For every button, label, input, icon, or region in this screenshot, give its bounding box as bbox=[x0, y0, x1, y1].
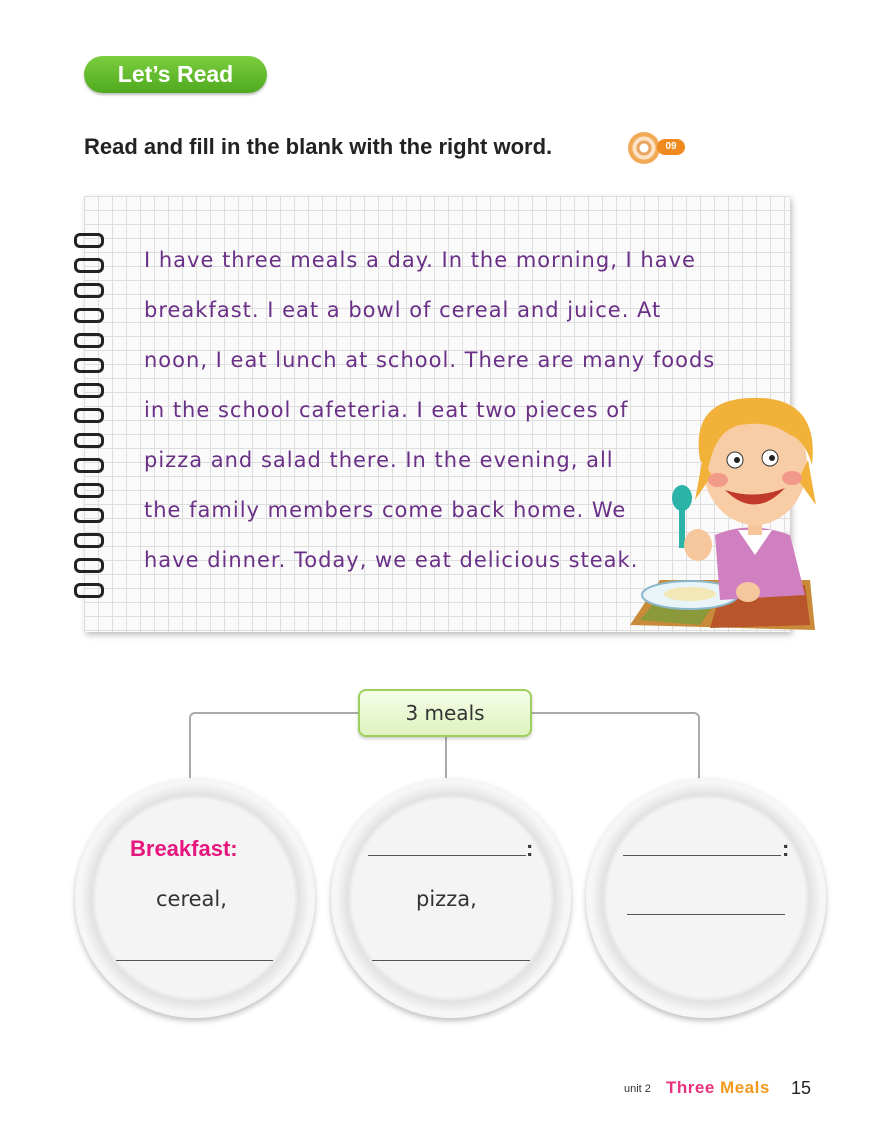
spiral-ring-icon bbox=[70, 231, 110, 245]
instruction-text: Read and fill in the blank with the right word. bbox=[84, 134, 553, 159]
track-number[interactable]: 09 bbox=[657, 139, 685, 155]
colon: : bbox=[526, 836, 534, 861]
plate-item: pizza, bbox=[416, 887, 477, 911]
passage-line: I have three meals a day. In the morning, I have bbox=[144, 248, 696, 272]
connector-right bbox=[528, 712, 700, 780]
answer-blank[interactable] bbox=[368, 855, 526, 856]
spiral-ring-icon bbox=[70, 356, 110, 370]
spiral-ring-icon bbox=[70, 431, 110, 445]
audio-cd-icon[interactable] bbox=[628, 132, 660, 164]
passage-line: have dinner. Today, we eat delicious steak. bbox=[144, 548, 639, 572]
spiral-ring-icon bbox=[70, 256, 110, 270]
plate-title: Breakfast: bbox=[130, 836, 238, 861]
spiral-ring-icon bbox=[70, 581, 110, 595]
spiral-ring-icon bbox=[70, 406, 110, 420]
answer-blank[interactable] bbox=[627, 914, 785, 915]
spiral-ring-icon bbox=[70, 531, 110, 545]
spiral-ring-icon bbox=[70, 306, 110, 320]
passage-line: in the school cafeteria. I eat two pieces of bbox=[144, 398, 629, 422]
footer-title bbox=[666, 1078, 770, 1098]
boy-eating-illustration bbox=[620, 380, 820, 635]
passage-line: the family members come back home. We bbox=[144, 498, 627, 522]
passage-line: noon, I eat lunch at school. There are many foods bbox=[144, 348, 716, 372]
spiral-ring-icon bbox=[70, 456, 110, 470]
footer-title-word: Meals bbox=[720, 1078, 770, 1097]
spiral-ring-icon bbox=[70, 331, 110, 345]
spiral-ring-icon bbox=[70, 281, 110, 295]
passage-line: breakfast. I eat a bowl of cereal and juice. At bbox=[144, 298, 662, 322]
answer-blank[interactable] bbox=[116, 960, 273, 961]
connector-middle bbox=[445, 733, 447, 778]
spiral-ring-icon bbox=[70, 556, 110, 570]
page-number: 15 bbox=[791, 1078, 812, 1098]
connector-left bbox=[189, 712, 361, 780]
spiral-ring-icon bbox=[70, 381, 110, 395]
footer-title-word: Three bbox=[666, 1078, 715, 1097]
passage-line: pizza and salad there. In the evening, all bbox=[144, 448, 614, 472]
section-badge: Let’s Read bbox=[84, 56, 267, 93]
answer-blank[interactable] bbox=[372, 960, 530, 961]
plate-item: cereal, bbox=[156, 887, 227, 911]
spiral-ring-icon bbox=[70, 506, 110, 520]
center-label-box: 3 meals bbox=[358, 689, 532, 737]
answer-blank[interactable] bbox=[623, 855, 781, 856]
footer-unit: unit 2 bbox=[624, 1083, 651, 1095]
spiral-ring-icon bbox=[70, 481, 110, 495]
colon: : bbox=[782, 836, 790, 861]
plate-dinner bbox=[586, 778, 826, 1018]
